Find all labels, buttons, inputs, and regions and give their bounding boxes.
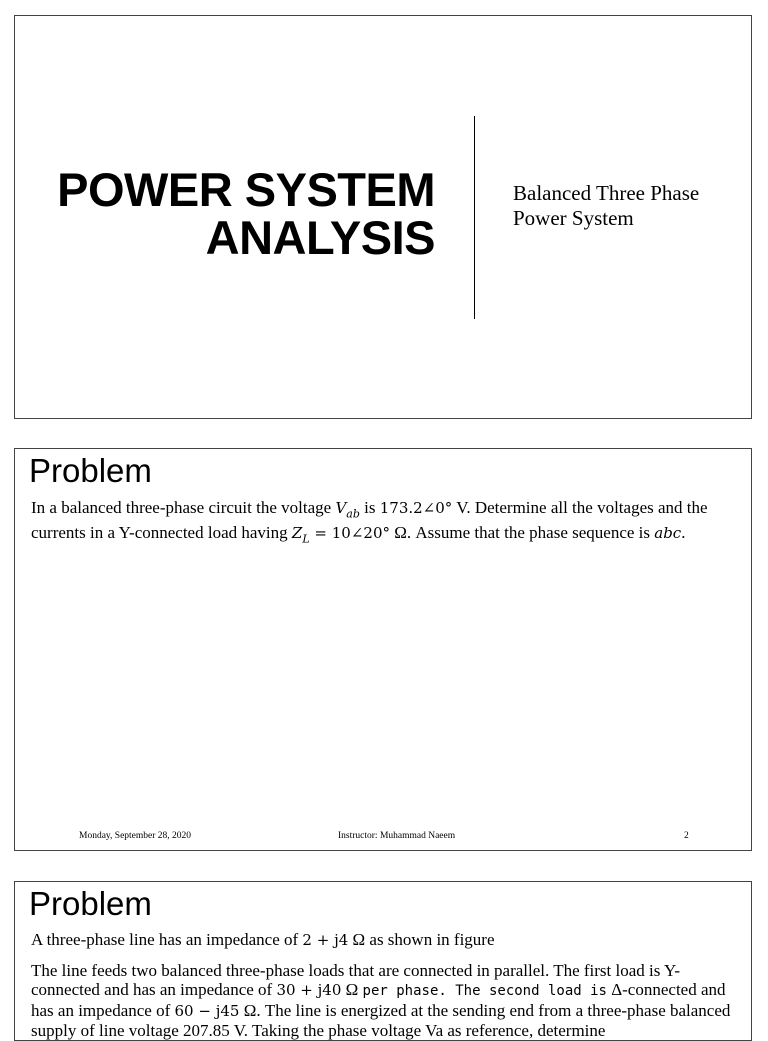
math-sub: ab (346, 507, 360, 521)
math-value: 60 − j45 (174, 1002, 240, 1020)
subtitle-line1: Balanced Three Phase (513, 181, 700, 205)
main-title (57, 163, 435, 264)
text-run: is (359, 498, 380, 517)
text-run: V. Determine all the voltages and the currents in a Y-connected load having (31, 498, 708, 543)
problem-text-body (31, 961, 733, 1040)
text-run: Ω. Assume that the phase sequence is (390, 523, 655, 543)
subtitle-line2: Power System (513, 206, 634, 230)
title-slide (14, 15, 752, 419)
footer-instructor: Instructor: Muhammad Naeem (338, 831, 456, 841)
text-run: . (681, 523, 686, 543)
text-run: A three-phase line has an impedance of (31, 930, 303, 949)
footer-date: Monday, September 28, 2020 (79, 831, 192, 841)
main-title-line1: POWER SYSTEM (57, 163, 435, 216)
text-run: In a balanced three-phase circuit the voltage (31, 498, 336, 517)
title-divider (474, 116, 475, 319)
problem-slide-1 (14, 448, 752, 851)
text-run-mono: per phase. The second load is (362, 983, 607, 999)
problem-text (31, 498, 733, 549)
text-run: The line feeds two balanced three-phase loads that are connected in parallel. The first load is Y-connected and has an impedance of (31, 961, 681, 999)
slide-heading: Problem (29, 885, 152, 922)
problem-slide-2 (14, 881, 752, 1041)
math-sub: L (302, 532, 310, 546)
problem-text-intro (31, 930, 733, 950)
footer-page-number: 2 (684, 831, 689, 841)
math-value: = 10∠20° (309, 524, 390, 543)
math-value: 173.2∠0° (379, 499, 453, 517)
text-run: Δ-connected and has an impedance of (31, 980, 726, 1020)
math-var: abc (654, 524, 682, 543)
main-title-line2: ANALYSIS (205, 211, 435, 264)
math-value: 2 + j4 (302, 931, 349, 949)
subtitle (513, 181, 699, 231)
text-run: Ω. The line is energized at the sending end from a three-phase balanced supply of line voltage 207.85 V. Taking the phase voltage Va as reference, determine (31, 1001, 731, 1040)
text-run: Ω as shown in figure (348, 930, 495, 949)
math-var: V (335, 499, 347, 517)
math-var: Z (291, 524, 303, 543)
text-run: Ω (341, 980, 363, 999)
slide-heading: Problem (29, 452, 152, 489)
math-value: 30 + j40 (276, 981, 342, 999)
